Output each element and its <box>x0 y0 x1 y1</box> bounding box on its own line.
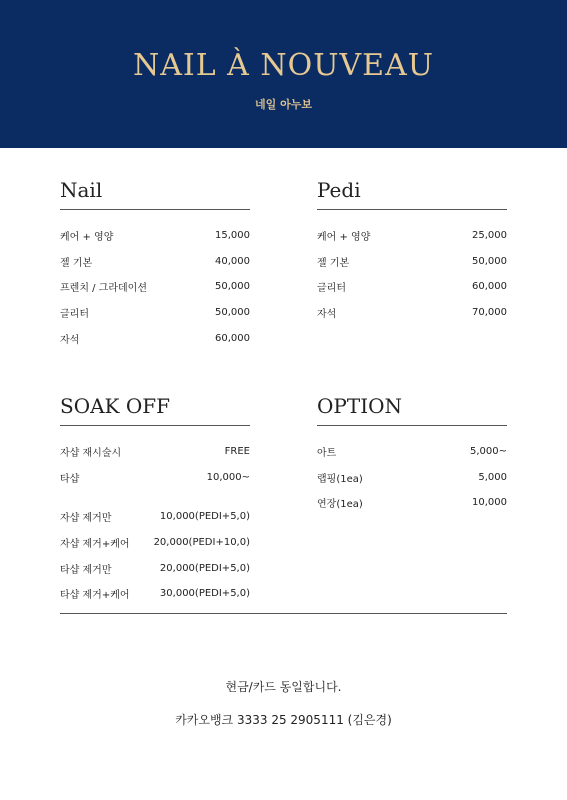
service-price: 5,000 <box>478 471 507 483</box>
price-row <box>60 300 250 326</box>
service-name: 연장(1ea) <box>317 499 363 511</box>
price-row <box>60 465 250 491</box>
option-section-title: OPTION <box>317 394 402 418</box>
service-price: 40,000 <box>215 255 250 267</box>
service-price: FREE <box>224 446 250 458</box>
service-price: 25,000 <box>472 230 507 242</box>
price-row <box>60 325 250 351</box>
nail-section <box>60 176 250 351</box>
service-price: 20,000(PEDI+10,0) <box>153 537 250 549</box>
pedi-section <box>317 176 507 325</box>
service-price: 50,000 <box>215 281 250 293</box>
nail-section-title: Nail <box>60 178 103 202</box>
price-row <box>60 439 250 465</box>
spacer <box>60 490 250 504</box>
service-price: 15,000 <box>215 230 250 242</box>
price-row <box>317 465 507 491</box>
soak-off-section <box>60 392 250 607</box>
service-name: 자샵 제거만 <box>60 513 112 525</box>
bottom-divider <box>60 613 507 614</box>
price-row <box>60 249 250 275</box>
service-price: 20,000(PEDI+5,0) <box>159 562 250 574</box>
service-name: 자석 <box>317 309 337 321</box>
service-name: 자석 <box>60 334 80 346</box>
payment-note: 현금/카드 동일합니다. <box>225 680 342 694</box>
divider <box>317 425 507 426</box>
option-section <box>317 392 507 516</box>
service-name: 프렌치 / 그라데이션 <box>60 283 148 295</box>
price-row <box>60 530 250 556</box>
bank-account: 카카오뱅크 3333 25 2905111 (김은경) <box>175 713 392 727</box>
price-row <box>317 300 507 326</box>
price-row <box>60 223 250 249</box>
price-row <box>317 490 507 516</box>
header-banner <box>0 0 567 148</box>
service-name: 타샵 제거+케어 <box>60 590 130 602</box>
brand-title: NAIL À NOUVEAU <box>132 48 435 83</box>
service-name: 젤 기본 <box>317 257 350 269</box>
service-price: 30,000(PEDI+5,0) <box>159 588 250 600</box>
service-price: 60,000 <box>472 281 507 293</box>
price-row <box>317 274 507 300</box>
service-price: 70,000 <box>472 307 507 319</box>
service-price: 50,000 <box>215 307 250 319</box>
service-name: 타샵 <box>60 473 80 485</box>
price-row <box>317 439 507 465</box>
price-row <box>60 581 250 607</box>
service-name: 랩핑(1ea) <box>317 473 363 485</box>
service-name: 자샵 제거+케어 <box>60 539 130 551</box>
service-price: 60,000 <box>215 332 250 344</box>
pedi-section-title: Pedi <box>317 178 361 202</box>
price-row <box>60 504 250 530</box>
service-name: 글리터 <box>317 283 346 295</box>
service-name: 케어 + 영양 <box>60 232 114 244</box>
price-row <box>60 274 250 300</box>
divider <box>60 209 250 210</box>
service-price: 50,000 <box>472 255 507 267</box>
brand-subtitle: 네일 아누보 <box>255 98 312 111</box>
service-price: 10,000~ <box>206 471 250 483</box>
service-price: 10,000(PEDI+5,0) <box>159 511 250 523</box>
price-row <box>317 223 507 249</box>
price-row <box>60 555 250 581</box>
service-name: 젤 기본 <box>60 257 93 269</box>
divider <box>60 425 250 426</box>
price-row <box>317 249 507 275</box>
service-price: 5,000~ <box>469 446 507 458</box>
service-name: 자샵 재시술시 <box>60 448 122 460</box>
divider <box>317 209 507 210</box>
service-price: 10,000 <box>472 497 507 509</box>
soak-off-section-title: SOAK OFF <box>60 394 170 418</box>
service-name: 글리터 <box>60 309 89 321</box>
service-name: 타샵 제거만 <box>60 564 112 576</box>
service-name: 케어 + 영양 <box>317 232 371 244</box>
service-name: 아트 <box>317 448 337 460</box>
